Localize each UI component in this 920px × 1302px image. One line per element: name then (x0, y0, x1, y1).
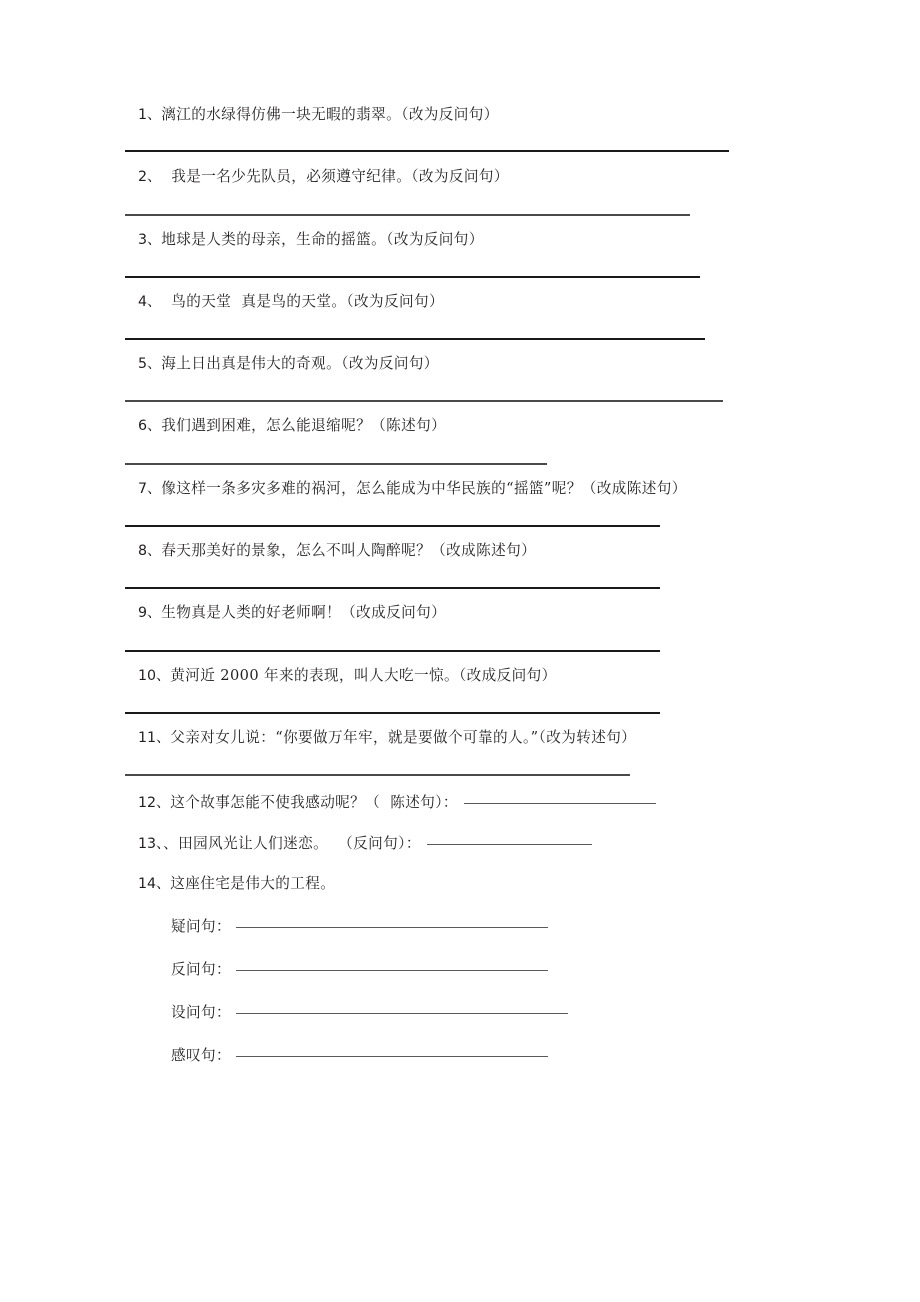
answer-line-6[interactable] (125, 463, 547, 465)
answer-line-2[interactable] (125, 214, 690, 216)
question-3 (138, 229, 838, 278)
question-6 (138, 415, 838, 464)
question-7-text (138, 478, 838, 500)
question-14 (138, 873, 838, 1067)
question-7-number: 7、 (138, 480, 162, 497)
question-1-text (138, 104, 838, 126)
answer-line-9[interactable] (125, 650, 660, 652)
question-9 (138, 602, 838, 651)
question-10-text (138, 665, 838, 687)
question-11-body: 父亲对女儿说：“你要做万年牢，就是要做个可靠的人。”（改为转述句） (170, 728, 637, 746)
question-11-number: 11、 (138, 729, 171, 746)
question-6-number: 6、 (138, 418, 162, 435)
question-5-number: 5、 (138, 356, 162, 373)
question-8-number: 8、 (138, 543, 162, 560)
question-11 (138, 727, 838, 776)
question-3-body: 地球是人类的母亲，生命的摇篮。（改为反问句） (161, 230, 484, 248)
question-10-number: 10、 (138, 667, 171, 684)
question-6-text (138, 415, 838, 437)
question-13-body: 、田园风光让人们迷恋。 （反问句）： (163, 834, 421, 852)
question-5-text (138, 353, 838, 375)
question-3-text (138, 229, 838, 251)
question-13-text (138, 833, 838, 855)
answer-line-12[interactable] (464, 803, 656, 804)
question-2-number: 2、 (138, 169, 162, 186)
question-10-body: 黄河近 2000 年来的表现，叫人大吃一惊。（改成反问句） (170, 666, 557, 684)
question-5-body: 海上日出真是伟大的奇观。（改为反问句） (161, 355, 439, 373)
question-8-body: 春天那美好的景象，怎么不叫人陶醉呢？（改成陈述句） (161, 542, 537, 560)
question-1-body: 漓江的水绿得仿佛一块无暇的翡翠。（改为反问句） (161, 106, 499, 123)
question-5 (138, 353, 838, 402)
question-1-number: 1、 (138, 107, 162, 123)
answer-line-yiwenju[interactable] (236, 927, 548, 928)
question-6-body: 我们遇到困难，怎么能退缩呢？（陈述句） (161, 417, 447, 435)
question-13 (138, 833, 838, 855)
question-14-text (138, 873, 838, 895)
question-7 (138, 478, 838, 527)
answer-line-13[interactable] (427, 844, 592, 845)
question-12 (138, 792, 838, 814)
question-2 (138, 166, 838, 215)
worksheet-content (138, 104, 838, 1067)
sub-item-fanwenju (138, 959, 838, 981)
sub-item-yiwenju (138, 916, 838, 938)
answer-line-1[interactable] (125, 150, 729, 152)
question-14-body: 这座住宅是伟大的工程。 (170, 874, 336, 892)
question-13-number: 13、 (138, 835, 164, 852)
question-9-text (138, 602, 838, 624)
answer-line-4[interactable] (125, 338, 705, 340)
sub-item-fanwenju-label: 反问句： (171, 961, 231, 979)
question-4-text (138, 291, 838, 313)
answer-line-7[interactable] (125, 525, 660, 527)
question-8 (138, 540, 838, 589)
question-8-text (138, 540, 838, 562)
answer-line-gantanju[interactable] (236, 1056, 548, 1057)
answer-line-fanwenju[interactable] (236, 970, 548, 971)
answer-line-11[interactable] (125, 774, 630, 776)
question-4-number: 4、 (138, 293, 162, 310)
answer-line-10[interactable] (125, 712, 660, 714)
question-12-number: 12、 (138, 795, 171, 812)
question-4-body: 鸟的天堂 真是鸟的天堂。（改为反问句） (161, 292, 444, 310)
sub-item-gantanju-label: 感叹句： (171, 1046, 231, 1064)
sub-item-gantanju (138, 1045, 838, 1067)
question-3-number: 3、 (138, 231, 162, 248)
question-4 (138, 291, 838, 340)
answer-line-8[interactable] (125, 587, 660, 589)
answer-line-shewenju[interactable] (236, 1013, 568, 1014)
question-1 (138, 104, 838, 152)
question-9-body: 生物真是人类的好老师啊！（改成反问句） (161, 604, 447, 622)
question-7-body: 像这样一条多灾多难的祸河，怎么能成为中华民族的“摇篮”呢？（改成陈述句） (161, 479, 687, 497)
question-9-number: 9、 (138, 605, 162, 622)
question-12-text (138, 792, 838, 814)
question-2-body: 我是一名少先队员，必须遵守纪律。（改为反问句） (161, 168, 509, 186)
sub-item-yiwenju-label: 疑问句： (171, 918, 231, 936)
sub-item-shewenju-label: 设问句： (171, 1003, 231, 1021)
answer-line-5[interactable] (125, 400, 723, 402)
answer-line-3[interactable] (125, 276, 700, 278)
question-11-text (138, 727, 838, 749)
sub-item-shewenju (138, 1002, 838, 1024)
question-2-text (138, 166, 838, 188)
question-14-number: 14、 (138, 875, 171, 892)
question-12-body: 这个故事怎能不使我感动呢？（ 陈述句）： (170, 794, 458, 812)
question-10 (138, 665, 838, 714)
